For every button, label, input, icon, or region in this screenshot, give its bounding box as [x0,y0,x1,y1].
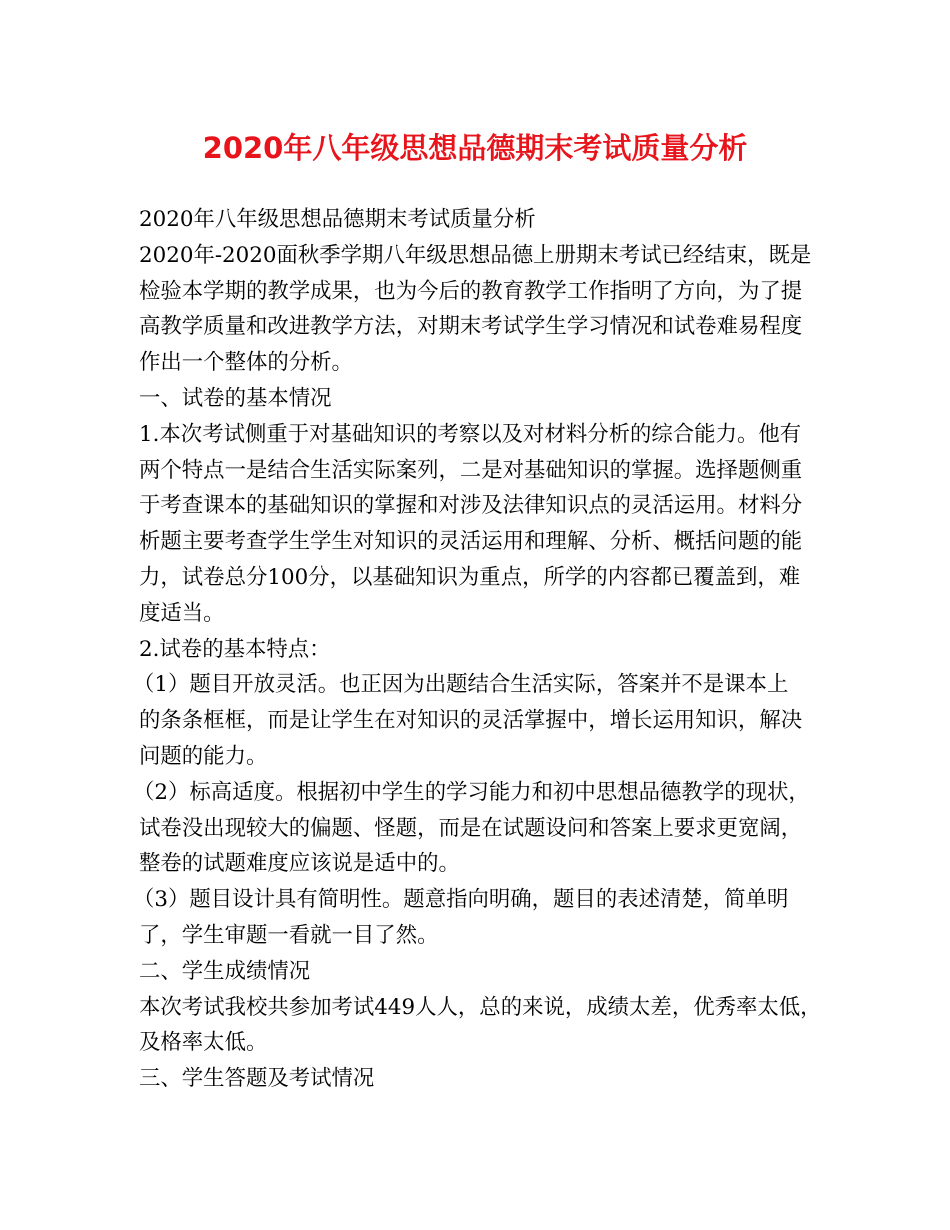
body-line: 2020年-2020面秋季学期八年级思想品德上册期末考试已经结束，既是 [139,242,812,268]
body-line: 2020年八年级思想品德期末考试质量分析 [139,207,536,232]
body-line: （2）标高适度。根据初中学生的学习能力和初中思想品德教学的现状， [133,779,810,805]
section-heading: 一、试卷的基本情况 [139,385,332,411]
body-line: （1）题目开放灵活。也正因为出题结合生活实际，答案并不是课本上 [133,672,789,698]
body-line: 2.试卷的基本特点： [139,636,331,662]
document-title: 2020年八年级思想品德期末考试质量分析 [202,131,748,165]
body-line: 析题主要考查学生学生对知识的灵活运用和理解、分析、概括问题的能 [139,529,803,555]
body-line: 及格率太低。 [139,1030,268,1056]
body-line: 了，学生审题一看就一目了然。 [139,922,439,948]
body-line: 问题的能力。 [139,743,268,769]
body-line: （3）题目设计具有简明性。题意指向明确，题目的表述清楚，简单明 [133,887,789,913]
body-line: 整卷的试题难度应该说是适中的。 [139,851,460,877]
body-line: 两个特点一是结合生活实际案列，二是对基础知识的掌握。选择题侧重 [139,457,803,483]
body-line: 本次考试我校共参加考试449人人，总的来说，成绩太差，优秀率太低， [139,994,822,1020]
body-line: 作出一个整体的分析。 [139,350,353,376]
body-line: 度适当。 [139,600,225,626]
body-line: 的条条框框，而是让学生在对知识的灵活掌握中，增长运用知识，解决 [139,708,803,734]
section-heading: 二、学生成绩情况 [139,958,311,984]
body-line: 试卷没出现较大的偏题、怪题，而是在试题设问和答案上要求更宽阔， [139,815,803,841]
body-line: 高教学质量和改进教学方法，对期末考试学生学习情况和试卷难易程度 [139,314,803,340]
section-heading: 三、学生答题及考试情况 [139,1066,375,1092]
document-body [133,202,822,1097]
body-line: 于考查课本的基础知识的掌握和对涉及法律知识点的灵活运用。材料分 [139,493,803,519]
body-line: 检验本学期的教学成果，也为今后的教育教学工作指明了方向，为了提 [139,278,803,304]
body-line: 力，试卷总分100分，以基础知识为重点，所学的内容都已覆盖到，难 [139,564,801,590]
body-line: 1.本次考试侧重于对基础知识的考察以及对材料分析的综合能力。他有 [139,421,802,447]
